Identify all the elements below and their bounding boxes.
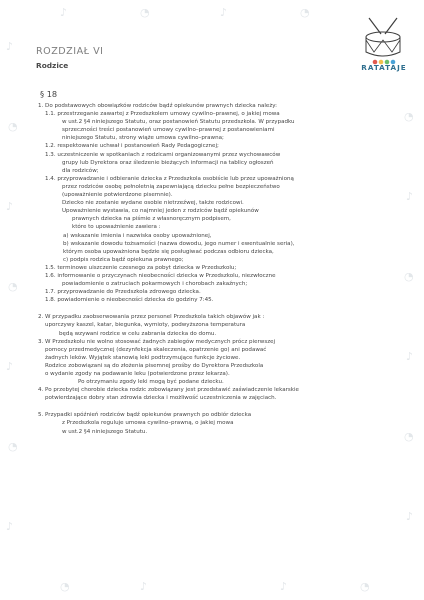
section-number: § 18 [40, 89, 58, 99]
paragraph-line: (upoważnienie potwierdzone pisemnie). [62, 192, 173, 199]
paragraph-line: b) wskazanie dowodu tożsamości (nazwa dowodu, jego numer i ewentualnie seria), [63, 240, 295, 247]
paragraph-line: 3. W Przedszkolu nie wolno stosować żadnych zabiegów medycznych prócz pierwszej [38, 338, 276, 345]
paragraph-line: powiadomienie o zatruciach pokarmowych i chorobach zakaźnych; [62, 281, 248, 288]
paragraph-line: będą wzywani rodzice w celu zabrania dziecka do domu. [59, 330, 217, 337]
paragraph-line: 1. Do podstawowych obowiązków rodziców bądź opiekunów prawnych dziecka należy: [38, 103, 277, 109]
paragraph-line: żadnych leków. Wyjątek stanowią leki podtrzymujące funkcje życiowe. [45, 354, 241, 361]
paragraph-line: sprzeczności treści postanowień umowy cywilno–prawnej z postanowieniami [62, 127, 275, 134]
paragraph-line: 1.8. powiadomienie o nieobecności dziecka do godziny 7:45. [45, 297, 214, 304]
paragraph-line: niniejszego Statutu, strony wiąże umowa cywilno–prawna; [62, 135, 224, 142]
paragraph-line: potwierdzające dobry stan zdrowia dziecka i możliwość uczestniczenia w zajęciach. [45, 395, 277, 402]
paragraph-line: c) podpis rodzica bądź opiekuna prawnego; [63, 256, 184, 263]
paragraph-line: przez rodziców osobę pełnoletnią zapewniającą dziecku pełne bezpieczeństwo [62, 183, 280, 190]
paragraph-line: Upoważnienie wystawia, co najmniej jeden z rodziców bądź opiekunów [62, 208, 259, 215]
section-title: Rodzice [36, 61, 69, 70]
paragraph-line: 1.7. przyprowadzanie do Przedszkola zdrowego dziecka. [45, 289, 201, 296]
paragraph-line: a) wskazanie imienia i nazwiska osoby upoważnionej, [63, 232, 212, 239]
paragraph-line: grupy lub Dyrektora oraz śledzenie bieżących informacji na tablicy ogłoszeń [62, 159, 274, 166]
paragraph-line: w ust.2 §4 niniejszego Statutu. [62, 428, 148, 435]
paragraph-line: którym osoba upoważniona będzie się posługiwać podczas odbioru dziecka, [63, 248, 274, 255]
drum-icon [355, 12, 411, 70]
paragraph-line: dla rodziców; [62, 167, 99, 174]
paragraph-line: które to upoważnienie zawiera : [72, 224, 161, 231]
paragraph-line: o wydanie zgody na podawanie leku (potwierdzone przez lekarza). [45, 371, 230, 377]
paragraph-line: Dziecko nie zostanie wydane osobie nietrzeźwej, także rodzicowi. [62, 200, 244, 207]
paragraph-gap [38, 304, 390, 313]
paragraph-line: 2. W przypadku zaobserwowania przez personel Przedszkola takich objawów jak : [38, 314, 265, 321]
paragraph-line: 1.4. przyprowadzanie i odbieranie dziecka z Przedszkola osobiście lub przez upoważnioną [45, 175, 294, 182]
border-pattern-icons: ♪ ◔ ♪ ◔ ♪ ◔ ♪ ◔ ♪ ◔ ♪ ◔ ♪ ♪ ◔ ♪ ◔ ◔ ♪ ♪ ◔ [6, 6, 414, 593]
paragraph-line: 5. Przypadki spóźnień rodziców bądź opiekunów prawnych po odbiór dziecka [38, 412, 252, 419]
paragraph-line: 1.3. uczestniczenie w spotkaniach z rodzicami organizowanymi przez wychowawców [45, 151, 281, 158]
paragraph-line: Rodzice zobowiązani są do złożenia pisemnej prośby do Dyrektora Przedszkola [45, 362, 264, 369]
paragraph-line: pomocy przedmedycznej (dezynfekcja skaleczenia, opatrzenie go) ani podawać [45, 346, 267, 353]
paragraph-line: uporczywy kaszel, katar, biegunka, wymioty, podwyższona temperatura [45, 322, 246, 329]
paragraph-line: 1.6. informowanie o przyczynach nieobecności dziecka w Przedszkolu, niezwłoczne [45, 272, 276, 279]
paragraph-line: 4. Po przebytej chorobie dziecka rodzic zobowiązany jest przedstawić zaświadczenie lekarskie [38, 387, 299, 394]
logo-text: RATATAJE [361, 63, 407, 72]
paragraph-line: z Przedszkola reguluje umowa cywilno–prawną, o jakiej mowa [62, 420, 234, 427]
chapter-heading: ROZDZIAŁ VI [36, 46, 104, 57]
paragraph-line: 1.2. respektowanie uchwał i postanowień Rady Pedagogicznej; [45, 143, 219, 150]
paragraph-line: Po otrzymaniu zgody leki mogą być podane dziecku. [78, 379, 224, 386]
paragraph-line: w ust.2 §4 niniejszego Statutu, oraz postanowień Statutu przedszkola. W przypadku [62, 119, 295, 126]
paragraph-gap [38, 402, 390, 411]
paragraph-line: prawnych dziecka na piśmie z własnoręcznym podpisem, [72, 216, 231, 223]
statute-text [38, 102, 390, 436]
paragraph-line: 1.5. terminowe uiszczenie czesnego za pobyt dziecka w Przedszkolu; [45, 264, 237, 271]
paragraph-line: 1.1. przestrzeganie zawartej z Przedszkolem umowy cywilno–prawnej, o jakiej mowa [45, 111, 280, 118]
